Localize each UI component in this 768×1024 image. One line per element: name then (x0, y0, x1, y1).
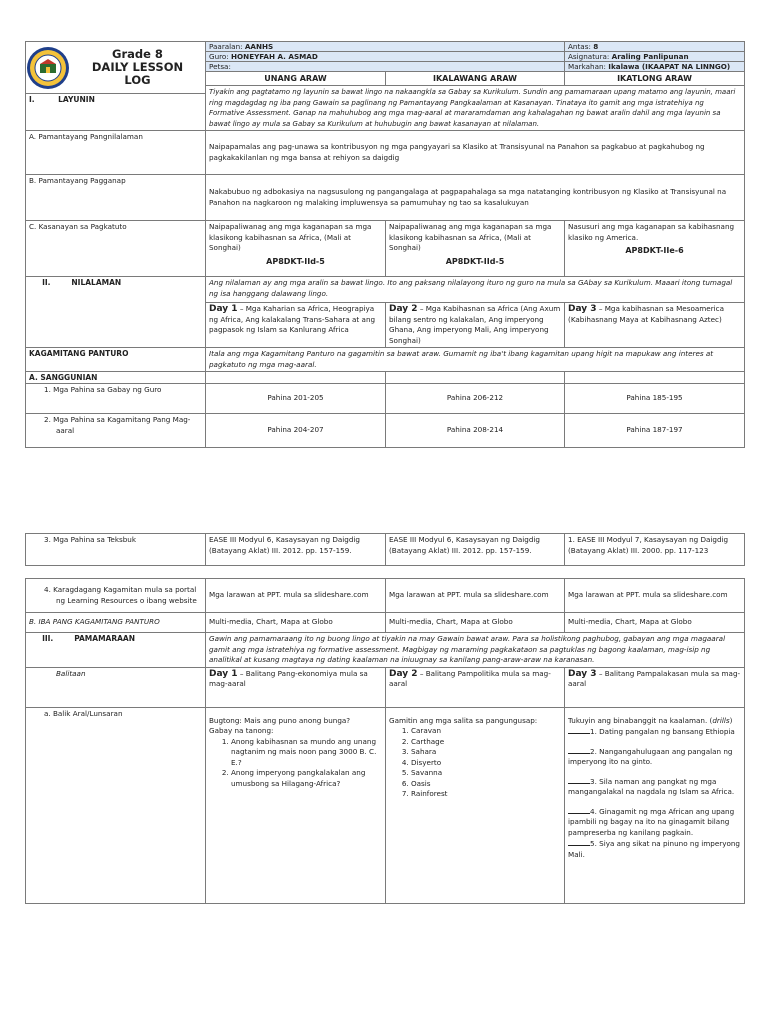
teksbuk-day3: 1. EASE III Modyul 7, Kasaysayan ng Daigdig (Batayang Aklat) III. 2000. pp. 117-123 (565, 534, 745, 566)
competency-code-day2: AP8DKT-IId-5 (445, 256, 505, 266)
school-seal-icon (26, 46, 70, 90)
list-item: 4. Disyerto (411, 758, 561, 769)
karagdagan-day1: Mga larawan at PPT. mula sa slideshare.com (206, 579, 386, 613)
nilalaman-day1: Day 1 – Mga Kaharian sa Africa, Heograpiya ng Africa, Ang kalakalang Trans-Sahara at ang pagpasok ng Islam sa Kanlurang Africa (206, 303, 386, 348)
balitaan-day3: Day 3 – Balitang Pampalakasan mula sa mag-aaral (565, 667, 745, 707)
list-item: 7. Rainforest (411, 789, 561, 800)
iba-pang-label: B. IBA PANG KAGAMITANG PANTURO (26, 613, 206, 633)
day3-header: IKATLONG ARAW (565, 72, 745, 86)
asignatura-field: Asignatura: Araling Panlipunan (565, 52, 745, 62)
iba-pang-day1: Multi-media, Chart, Mapa at Globo (206, 613, 386, 633)
balitaan-label: Balitaan (26, 667, 206, 707)
gabay-guro-day2: Pahina 206-212 (386, 384, 565, 414)
sanggunian-label: A. SANGGUNIAN (26, 372, 206, 384)
balik-aral-day1: Bugtong: Mais ang puno anong bunga? Gabay na tanong: 1. Anong kabihasnan sa mundo ang unang nagtanim ng mais noon pang 3000 B. C. E.? 2. Anong imperyong pangkalakalan ang umusbong sa Hilagang-Africa? (206, 707, 386, 903)
list-item: 2. Anong imperyong pangkalakalan ang umusbong sa Hilagang-Africa? (231, 768, 382, 789)
iba-pang-day2: Multi-media, Chart, Mapa at Globo (386, 613, 565, 633)
guro-field: Guro: HONEYFAH A. ASMAD (206, 52, 565, 62)
pangnilalaman-text: Naipapamalas ang pag-unawa sa kontribusyon ng mga pangyayari sa Klasiko at Transisyunal na Panahon sa pagkabuo at pagkahubog ng pagkakakilanlan ng mga bansa at rehiyon sa daigdig (206, 131, 745, 175)
dll-title-line2: LOG (124, 73, 151, 87)
kagamitang-mag-aaral-label: 2. Mga Pahina sa Kagamitang Pang Mag- aaral (26, 414, 206, 448)
petsa-field: Petsa: (206, 62, 565, 72)
kagamitang-mag-aaral-day1: Pahina 204-207 (206, 414, 386, 448)
competency-code-day3: AP8DKT-IIe-6 (625, 246, 684, 255)
competency-code-day1: AP8DKT-IId-5 (266, 256, 325, 266)
nilalaman-label: II. NILALAMAN (26, 277, 206, 348)
layunin-text: Tiyakin ang pagtatamo ng layunin sa bawat lingo na nakaangkla sa Gabay sa Kurikulum. Sundin ang pamamaraan upang matamo ang layunin, maari ring magdagdag ng iba pang Gawain sa paglinang ng Pamantayang Pangkaalaman at Kasanayan. Tinataya ito gamit ang mga istratehiya ng Formative Assessment. Ganap na mahuhubog ang mga mag-aaral at mararamdaman ang kahalagahan ng bawat aralin dahil ang mga layunin sa bawat lingo ay mula sa Gabay sa Kurikulum at huhubugin ang bawat kasanayan at nilalaman. (206, 86, 745, 131)
grade-title: Grade 8 (112, 47, 163, 61)
gabay-guro-day3: Pahina 185-195 (565, 384, 745, 414)
teksbuk-day2: EASE III Modyul 6, Kasaysayan ng Daigdig (Batayang Aklat) III. 2012. pp. 157-159. (386, 534, 565, 566)
lesson-log-table-2 (25, 578, 744, 904)
teksbuk-day1: EASE III Modyul 6, Kasaysayan ng Daigdig (Batayang Aklat) III. 2012. pp. 157-159. (206, 534, 386, 566)
list-item: 3. Sila naman ang pangkat ng mga mangangalakal na nagdala ng Islam sa Africa. (568, 776, 735, 796)
balik-aral-label: a. Balik Aral/Lunsaran (26, 707, 206, 903)
day1-header: UNANG ARAW (206, 72, 386, 86)
balik-aral-day3: Tukuyin ang binabanggit na kaalaman. (drills) 1. Dating pangalan ng bansang Ethiopia 2. Nangangahulugaan ang pangalan ng imperyong ito na ginto. 3. Sila naman ang pangkat ng mga mangangalakal na nagdala ng Islam sa Africa. 4. Ginagamit ng mga African ang upang ipambili ng bagay na ito na ginagamit bilang pampreserba ng kanilang pagkain. 5. Siya ang sikat na pinuno ng imperyong Mali. (565, 707, 745, 903)
teksbuk-table (25, 533, 744, 566)
list-item: 2. Carthage (411, 737, 561, 748)
antas-field: Antas: 8 (565, 42, 745, 52)
list-item: 5. Savanna (411, 768, 561, 779)
list-item: 1. Anong kabihasnan sa mundo ang unang nagtanim ng mais noon pang 3000 B. C. E.? (231, 737, 382, 769)
balitaan-day1: Day 1 – Balitang Pang-ekonomiya mula sa mag-aaral (206, 667, 386, 707)
list-item: 6. Oasis (411, 779, 561, 790)
list-item: 4. Ginagamit ng mga African ang upang ipambili ng bagay na ito na ginagamit bilang pampreserba ng kanilang pagkain. (568, 806, 735, 837)
paaralan-field: Paaralan: AANHS (206, 42, 565, 52)
nilalaman-text: Ang nilalaman ay ang mga aralin sa bawat lingo. Ito ang paksang nilalayong ituro ng guro na mula sa GAbay sa Kurikulum. Maaari itong tumagal ng isa hanggang dalawang lingo. (206, 277, 745, 303)
list-item: 1. Caravan (411, 726, 561, 737)
markahan-field: Markahan: Ikalawa (IKAAPAT NA LINNGO) (565, 62, 745, 72)
header-logo-cell (26, 42, 206, 94)
karagdagan-day2: Mga larawan at PPT. mula sa slideshare.com (386, 579, 565, 613)
pamamaraan-label: III. PAMAMARAAN (26, 633, 206, 668)
gabay-guro-day1: Pahina 201-205 (206, 384, 386, 414)
kasanayan-day1: Naipapaliwanag ang mga kaganapan sa mga klasikong kabihasnan sa Africa, (Mali at Songhai) AP8DKT-IId-5 (206, 221, 386, 277)
pagganap-text: Nakabubuo ng adbokasiya na nagsusulong ng pangangalaga at pagpapahalaga sa mga natatanging kontribusyon ng Klasiko at Transisyunal na Panahon na nagkaroon ng malaking impluwensya sa pamumuhay ng tao sa kasalukuyan (206, 175, 745, 221)
balitaan-day2: Day 2 – Balitang Pampolitika mula sa mag-aaral (386, 667, 565, 707)
kagamitan-text: Itala ang mga Kagamitang Panturo na gagamitin sa bawat araw. Gumamit ng iba't ibang kagamitan upang higit na mapukaw ang interes at pagkatuto ng mga mag-aaral. (206, 348, 745, 372)
day2-header: IKALAWANG ARAW (386, 72, 565, 86)
nilalaman-day3: Day 3 – Mga kabihasnan sa Mesoamerica (Kabihasnang Maya at Kabihasnang Aztec) (565, 303, 745, 348)
pagganap-label: B. Pamantayang Pagganap (26, 175, 206, 221)
dll-title-line1: DAILY LESSON (91, 60, 184, 74)
list-item: 5. Siya ang sikat na pinuno ng imperyong Mali. (568, 839, 740, 859)
balik-aral-day2: Gamitin ang mga salita sa pangungusap: 1. Caravan 2. Carthage 3. Sahara 4. Disyerto 5. Savanna 6. Oasis 7. Rainforest (386, 707, 565, 903)
nilalaman-day2: Day 2 – Mga Kabihasnan sa Africa (Ang Axum bilang sentro ng kalakalan, Ang imperyong Ghana, Ang imperyong Mali, Ang imperyong Songhai) (386, 303, 565, 348)
list-item: 1. Dating pangalan ng bansang Ethiopia (568, 726, 741, 738)
kagamitang-mag-aaral-day3: Pahina 187-197 (565, 414, 745, 448)
iba-pang-day3: Multi-media, Chart, Mapa at Globo (565, 613, 745, 633)
teksbuk-label: 3. Mga Pahina sa Teksbuk (26, 534, 206, 566)
layunin-label: I. LAYUNIN (26, 94, 206, 131)
kagamitang-mag-aaral-day2: Pahina 208-214 (386, 414, 565, 448)
gabay-guro-label: 1. Mga Pahina sa Gabay ng Guro (26, 384, 206, 414)
list-item: 3. Sahara (411, 747, 561, 758)
kasanayan-day2: Naipapaliwanag ang mga kaganapan sa mga klasikong kabihasnan sa Africa, (Mali at Songhai) AP8DKT-IId-5 (386, 221, 565, 277)
karagdagan-day3: Mga larawan at PPT. mula sa slideshare.com (565, 579, 745, 613)
kasanayan-day3: Nasusuri ang mga kaganapan sa kabihasnang klasiko ng America. AP8DKT-IIe-6 (565, 221, 745, 277)
pamamaraan-text: Gawin ang pamamaraang ito ng buong lingo at tiyakin na may Gawain bawat araw. Para sa holistikong paghubog, gabayan ang mga magaaral gamit ang mga istratehiya ng formative assessment. Magbigay ng maraming pagkakataon sa pagtuklas ng bagong kaalaman, mag-isip ng analitikal at kusang magtaya ng dating kaalaman na iniuugnay sa kanilang pang-araw-araw na karanasan. (206, 633, 745, 668)
karagdagan-label: 4. Karagdagang Kagamitan mula sa portal ng Learning Resources o ibang website (26, 579, 206, 613)
lesson-log-table-1 (25, 41, 744, 448)
kasanayan-label: C. Kasanayan sa Pagkatuto (26, 221, 206, 277)
pangnilalaman-label: A. Pamantayang Pangnilalaman (26, 131, 206, 175)
kagamitan-label: KAGAMITANG PANTURO (26, 348, 206, 372)
list-item: 2. Nangangahulugaan ang pangalan ng imperyong ito na ginto. (568, 746, 733, 766)
